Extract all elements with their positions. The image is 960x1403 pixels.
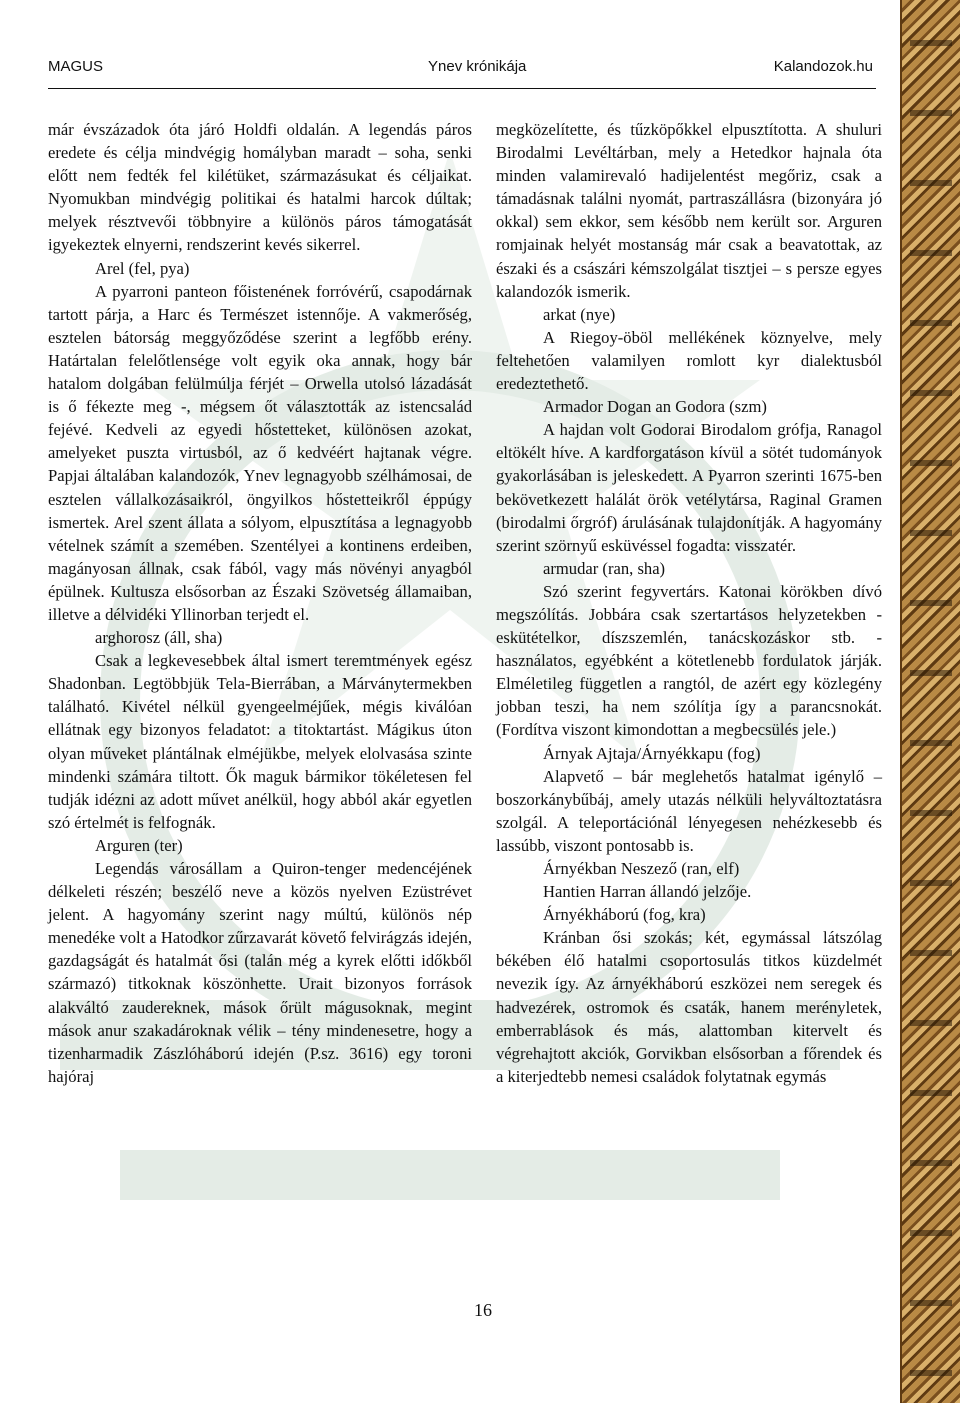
decorative-chain-border — [900, 0, 960, 1403]
entry-body: A Riegoy-öböl mellékének köznyelve, mely feltehetően valamilyen romlott kyr dialektusból eredeztethető. — [496, 327, 882, 394]
right-column — [496, 118, 882, 1088]
continued-text: megközelítette, és tűzköpőkkel elpusztította. A shuluri Birodalmi Levéltárban, mely a Hetedkor hajnala óta minden valamirevaló hadijelentést megőriz, csak a támadásnak találni nyomát, partraszállásra (bizonyára jó okkal) sem ekkor, sem később nem került sor. Arguren romjainak helyét mostanság már csak a beavatottak, az északi és a császári kémszolgálat tisztjei – s persze egyes kalandozók ismerik. — [496, 120, 882, 301]
header-right: Kalandozok.hu — [773, 58, 873, 75]
entry-body: Csak a legkevesebbek által ismert teremtmények egész Shadonban. Legtöbbjük Tela-Bierrában, a Márványtermekben található. Kivétel nélkül gyengeelméjűek, mégis kiválóan ellátnak egy bizonyos feladatot: a titoktartást. Mágikus úton olyan műveket plántálnak elméjükbe, melyek elolvasása szinte mindenki számára tiltott. Ők maguk bármikor tökéletesen fel tudják idézni az adott művet anélkül, hogy abból akár egyetlen szó értelmét is felfognák. — [48, 651, 472, 832]
header-left: MAGUS — [48, 58, 104, 75]
continued-text: már évszázadok óta járó Holdfi oldalán. A legendás páros eredete és célja mindvégig homályban maradt – soha, senki előtt nem fedték fel kilétüket, származásukat és céljaikat. Nyomukban mindvégig politikai és hatalmi harcok dúltak; melyek résztvevői többnyire a különös páros támogatását igyekeztek elnyerni, rendszerint kevés sikerrel. — [48, 120, 472, 255]
entry-heading: Arguren (ter) — [95, 835, 183, 855]
entry-body: Szó szerint fegyvertárs. Katonai körökben dívó megszólítás. Jobbára csak szertartásos helyzetekben - eskütételkor, díszszemlén, tanácskozáskor stb. - használatos, egyébként a kötetlenebb fordulatok járják. Elméletileg független a rangtól, de azért egy közlegény jobban teszi, ha nem szólítja így a parancsnokát. (Fordítva viszont kimondottan a megbecsülés jele.) — [496, 581, 882, 740]
entry-heading: armudar (ran, sha) — [543, 558, 666, 578]
header-divider — [48, 88, 876, 89]
entry-heading: arghorosz (áll, sha) — [95, 628, 223, 648]
entry-body: Alapvető – bár meglehetős hatalmat igénylő – boszorkánybűbáj, amely utazás nélküli helyváltoztatásra szolgál. A teleportációnál lényegesen nehézkesebb és lassúbb, viszont pontosabb is. — [496, 766, 882, 855]
entry-heading: Arel (fel, pya) — [95, 258, 190, 278]
entry-body: Kránban ősi szokás; két, egymással látszólag békében élő hatalmi csoportosulás titkos küzdelmét nevezik így. Az árnyékháború eszközei nem seregek és hadvezérek, ostromok és csaták, hanem merényletek, emberrablások és más, alattomban kitervelt és végrehajtott akciók, Gorvikban elsősorban a főrendek és a kiterjedtebb nemesi családok folytatnak egymás — [496, 928, 882, 1086]
entry-body: A pyarroni panteon főistenének forróvérű, csapodárnak tartott párja, a Harc és Természet istennője. A vakmerőség, esztelen bátorság meggyőződése szerint a legfőbb erény. Határtalan felelőtlensége volt egyik oka annak, hogy bár hatalom dolgában felülmúlja férjét – Orwella utolsó lázadását is ő fékezte meg -, mégsem őt választották az istencsalád fejévé. Kedveli az egyedi hőstetteket, különösen azokat, amelyeket puszta virtusból, az ő kedvéért hajtanak végre. Papjai általában kalandozók, Ynev legnagyobb szélhámosai, de esztelen vállalkozásaikról, öngyilkos hőstetteikről éppúgy ismertek. Arel szent állata a sólyom, elpusztítása a legnagyobb vételnek számít a szemében. Szentélyei a kontinens erdeiben, magányosan állnak, csak fából, vagy más növényi anyagból épülnek. Kultusza elsősorban az Északi Szövetség államaiban, illetve a délvidéki Yllinorban terjedt el. — [48, 281, 472, 624]
entry-body: A hajdan volt Godorai Birodalom grófja, Ranagol eltökélt híve. A kardforgatáson kívül a sötét tudományok gyakorlásában is jeleskedett. A Pyarron szerinti 1675-ben bekövetkezett halálát örök vetélytársa, Raginal Gramen (birodalmi őrgróf) árulásának tulajdonítják. A hagyomány szerint szörnyű esküvéssel fogadta: visszatér. — [496, 420, 882, 555]
entry-heading: arkat (nye) — [543, 304, 616, 324]
page-number: 16 — [474, 1300, 492, 1320]
chain-pattern — [910, 0, 952, 1403]
entry-heading: Árnyékban Neszező (ran, elf) — [543, 859, 740, 878]
entry-body: Legendás városállam a Quiron-tenger medencéjének délkeleti részén; beszélő neve a közös nyelven Ezüstrévet jelent. A hagyomány szerint nagy múltú, különös nép menedéke volt a Hatodkor zűrzavarát követő felvirágzás idején, gazdagságát és hatalmát ősi (talán még a kyrek előtti időkből származó) titkoknak köszönhette. Urait bizonyos források alakváltó zaudereknek, mások őrült mágusoknak, megint mások anur szakadároknak vélik – tény mindenesetre, hogy a tizenharmadik Zászlóháború idején (P.sz. 3616) egy toroni hajóraj — [48, 859, 472, 1086]
entry-heading: Hantien Harran állandó jelzője. — [543, 882, 752, 902]
left-column — [48, 118, 472, 1088]
entry-heading: Árnyak Ajtaja/Árnyékkapu (fog) — [543, 743, 761, 763]
header-center: Ynev krónikája — [428, 58, 527, 75]
entry-heading: Árnyékháború (fog, kra) — [543, 905, 706, 925]
entry-heading: Armador Dogan an Godora (szm) — [543, 397, 767, 417]
